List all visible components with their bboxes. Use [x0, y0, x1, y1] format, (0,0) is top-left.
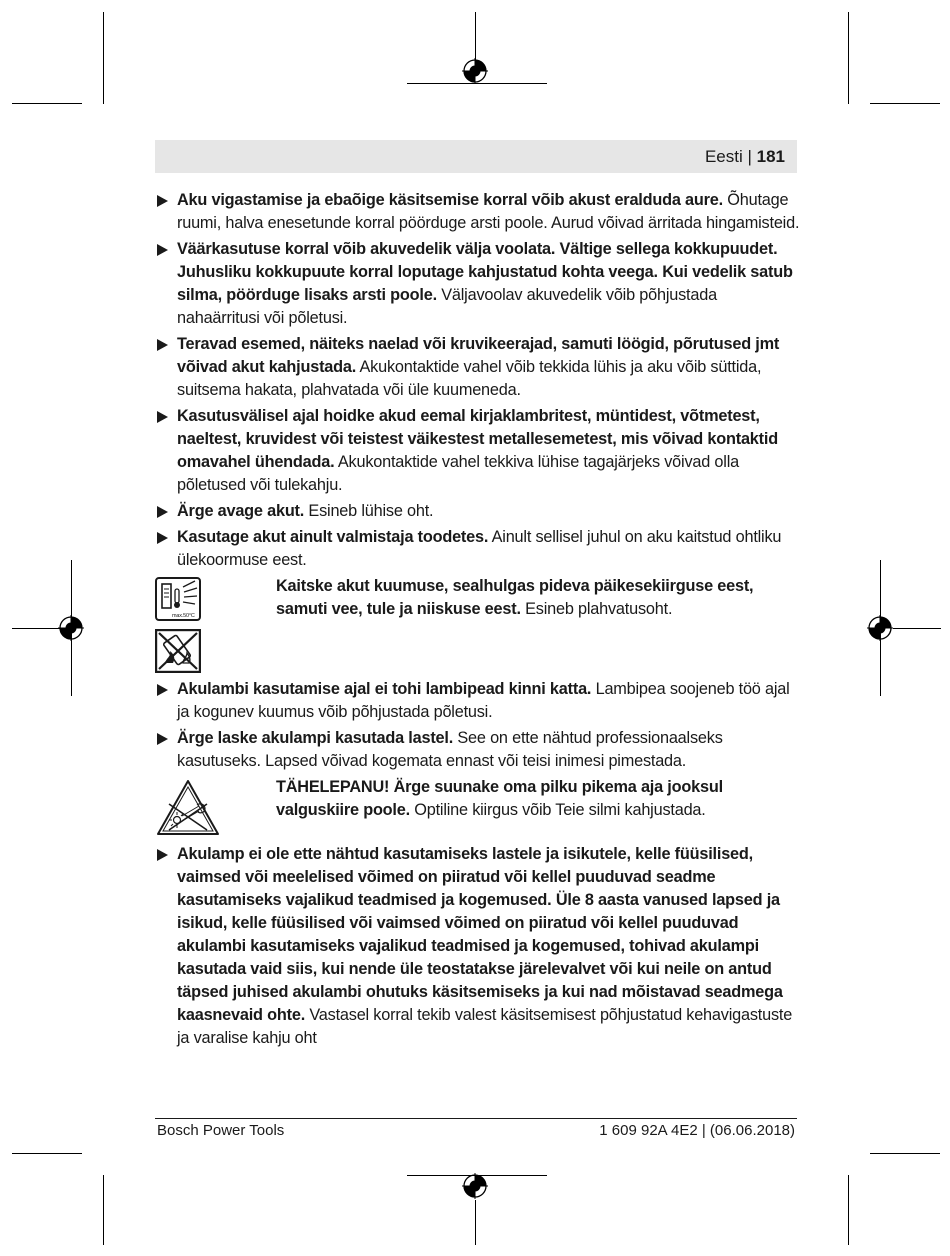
- item-text: See on ette nähtud professionaalseks kasutuseks. Lapsed võivad kogemata ennast või teisi inimesi pimestada.: [177, 729, 723, 770]
- bullet-triangle-icon: [157, 684, 168, 696]
- list-item: [155, 843, 800, 1050]
- crop-mark: [870, 103, 940, 104]
- bullet-triangle-icon: [157, 244, 168, 256]
- list-item: [155, 333, 800, 402]
- page-number: 181: [756, 147, 785, 166]
- item-bold: Akulamp ei ole ette nähtud kasutamiseks lastele ja isikutele, kelle füüsilised, vaimsed või meelelised võimed on piiratud või kellel puuduvad seadme kasutamiseks vajalikud teadmised ja kogemused. Üle 8 aasta vanused lapsed ja isikud, kelle füüsilised või vaimsed võimed on piiratud või kellel puuduvad akulambi kasutamiseks vajalikud teadmised ja kogemused, tohivad akulampi kasutada vaid siis, kui nende üle teostatakse järelevalvet või kui neile on antud täpsed juhised akulambi ohutuks käsitsemiseks ja kui nad mõistavad seadmega kaasnevaid ohte.: [177, 845, 783, 1024]
- item-text: Esineb lühise oht.: [304, 502, 434, 520]
- item-bold: Aku vigastamise ja ebaõige käsitsemise korral võib akust eralduda aure.: [177, 191, 723, 209]
- footer-rule: [155, 1118, 797, 1119]
- safety-content: [155, 189, 800, 1053]
- crop-mark: [12, 1153, 82, 1154]
- item-bold: Väärkasutuse korral võib akuvedelik välja voolata. Vältige sellega kokkupuudet. Juhusliku kokkupuute korral loputage kahjustatud kohta veega. Kui vedelik satub silma, pöörduge lisaks arsti poole.: [177, 240, 793, 304]
- crop-mark: [103, 12, 104, 104]
- crop-mark: [870, 1153, 940, 1154]
- heat-warning-text: Esineb plahvatusoht.: [520, 600, 673, 618]
- list-item: [155, 526, 800, 572]
- crop-mark: [103, 1175, 104, 1245]
- item-bold: Kasutage akut ainult valmistaja toodetes.: [177, 528, 489, 546]
- list-item: [155, 727, 800, 773]
- heat-warning-icon: [155, 577, 201, 621]
- item-text: Ainult sellisel juhul on aku kaitstud ohtliku ülekoormuse eest.: [177, 528, 782, 569]
- laser-warning-text: Optiline kiirgus võib Teie silmi kahjustada.: [409, 801, 706, 819]
- footer-doc-id: 1 609 92A 4E2 | (06.06.2018): [599, 1122, 795, 1139]
- list-item: [155, 238, 800, 330]
- list-item: [155, 405, 800, 497]
- bullet-triangle-icon: [157, 733, 168, 745]
- header-text: [705, 147, 785, 167]
- item-text: Õhutage ruumi, halva enesetunde korral pöörduge arsti poole. Aurud võivad ärritada hingamisteid.: [177, 191, 800, 232]
- crop-mark: [12, 628, 60, 629]
- icon-label: max.50°C: [172, 613, 195, 619]
- page-header: [155, 140, 797, 173]
- bullet-triangle-icon: [157, 411, 168, 423]
- item-bold: Teravad esemed, näiteks naelad või kruvikeerajad, samuti löögid, põrutused jmt võivad akut kahjustada.: [177, 335, 780, 376]
- item-bold: Kasutusvälisel ajal hoidke akud eemal kirjaklambritest, müntidest, võtmetest, naeltest, kruvidest või teistest väikestest metallesemetest, mis võivad kontaktid omavahel ühendada.: [177, 407, 778, 471]
- crop-mark: [12, 103, 82, 104]
- laser-warning-bold: TÄHELEPANU! Ärge suunake oma pilku pikema aja jooksul valguskiire poole.: [276, 778, 723, 819]
- crop-mark: [848, 12, 849, 104]
- list-item: [155, 189, 800, 235]
- footer-brand: Bosch Power Tools: [157, 1122, 285, 1139]
- laser-warning-block: [155, 776, 800, 840]
- crop-mark: [475, 1200, 476, 1245]
- bullet-triangle-icon: [157, 195, 168, 207]
- list-item: [155, 678, 800, 724]
- header-separator: |: [747, 147, 752, 166]
- item-text: Akukontaktide vahel võib tekkida lühis ja aku võib süttida, suitsema hakata, plahvatada või üle kuumeneda.: [177, 358, 762, 399]
- item-bold: Ärge avage akut.: [177, 502, 305, 520]
- registration-mark-icon: [462, 1173, 488, 1199]
- item-text: Vastasel korral tekib valest käsitsemisest põhjustatud kehavigastuste ja varalise kahju oht: [177, 1006, 793, 1047]
- item-bold: Akulambi kasutamise ajal ei tohi lambipead kinni katta.: [177, 680, 592, 698]
- registration-mark-icon: [58, 615, 84, 641]
- item-text: Lambipea soojeneb töö ajal ja kogunev kuumus võib põhjustada põletusi.: [177, 680, 790, 721]
- crop-mark: [848, 1175, 849, 1245]
- item-text: Akukontaktide vahel tekkiva lühise tagajärjeks võivad olla põletused või tulekahju.: [177, 453, 739, 494]
- bullet-triangle-icon: [157, 532, 168, 544]
- laser-warning-icon: [155, 778, 221, 838]
- item-text: Väljavoolav akuvedelik võib põhjustada nahaärritusi või põletusi.: [177, 286, 717, 327]
- bullet-triangle-icon: [157, 506, 168, 518]
- item-bold: Ärge laske akulampi kasutada lastel.: [177, 729, 454, 747]
- heat-warning-bold: Kaitske akut kuumuse, sealhulgas pideva päikesekiirguse eest, samuti vee, tule ja niiskuse eest.: [276, 577, 754, 618]
- bullet-triangle-icon: [157, 849, 168, 861]
- crop-mark: [475, 12, 476, 60]
- header-section: Eesti: [704, 147, 743, 166]
- registration-mark-icon: [462, 58, 488, 84]
- registration-mark-icon: [867, 615, 893, 641]
- bullet-triangle-icon: [157, 339, 168, 351]
- heat-warning-block: [155, 575, 800, 675]
- no-water-fire-icon: [155, 629, 201, 673]
- crop-mark: [893, 628, 941, 629]
- list-item: [155, 500, 800, 523]
